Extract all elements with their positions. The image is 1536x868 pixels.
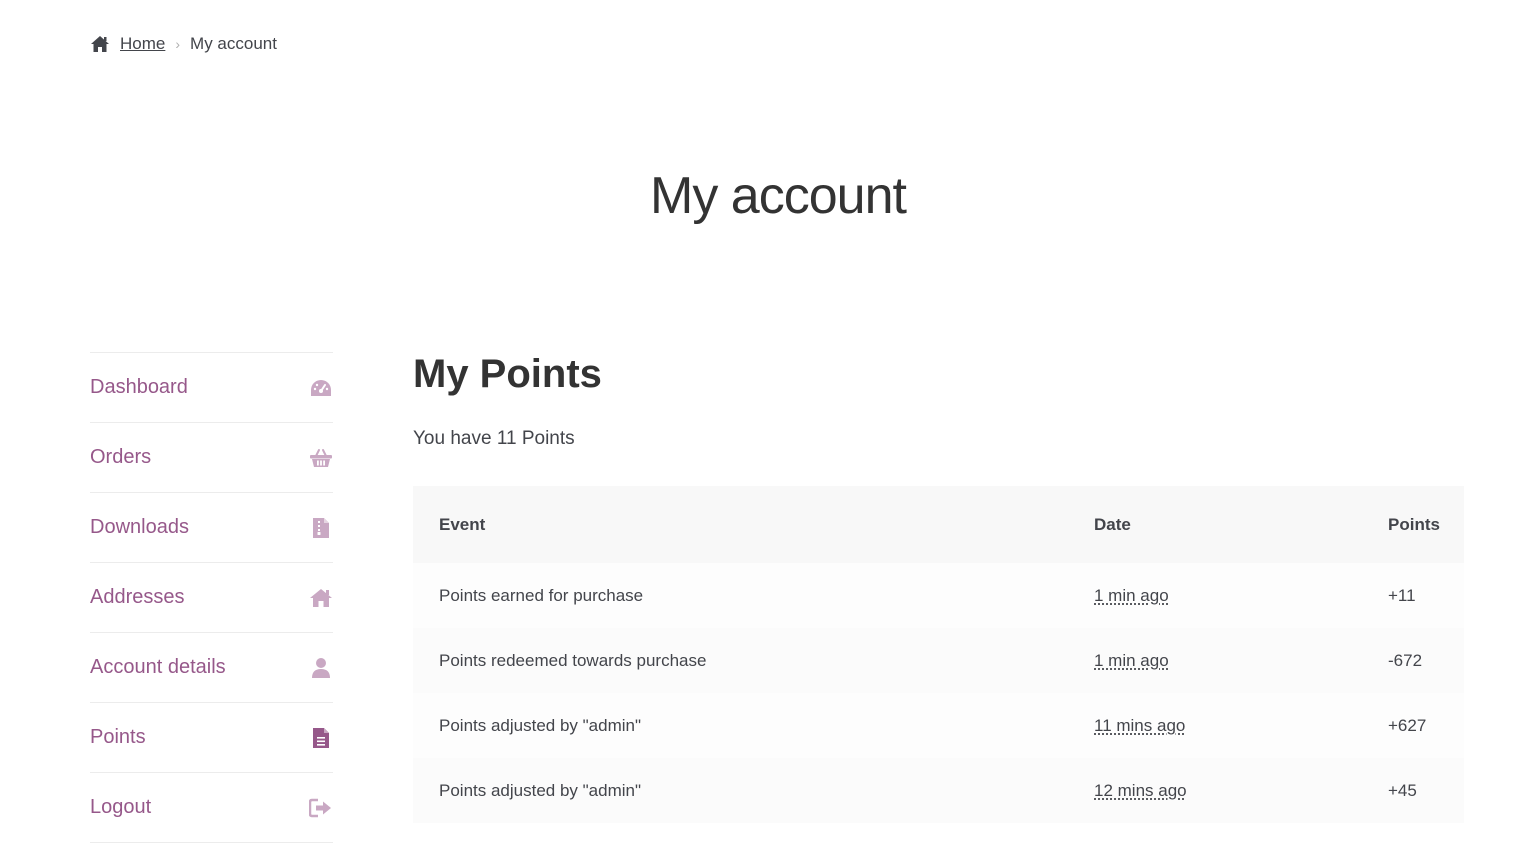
event-cell: Points adjusted by "admin" bbox=[413, 758, 1094, 823]
breadcrumb-current: My account bbox=[190, 34, 277, 53]
date-value[interactable]: 11 mins ago bbox=[1094, 715, 1186, 735]
event-cell: Points adjusted by "admin" bbox=[413, 693, 1094, 758]
column-header-date: Date bbox=[1094, 486, 1388, 563]
home-icon bbox=[90, 35, 110, 53]
date-value[interactable]: 1 min ago bbox=[1094, 650, 1169, 670]
nav-item-addresses[interactable] bbox=[90, 563, 333, 633]
points-cell: +627 bbox=[1388, 693, 1464, 758]
table-row bbox=[413, 758, 1464, 823]
date-value[interactable]: 12 mins ago bbox=[1094, 780, 1187, 800]
points-cell: +45 bbox=[1388, 758, 1464, 823]
date-cell bbox=[1094, 563, 1388, 628]
event-cell: Points redeemed towards purchase bbox=[413, 628, 1094, 693]
nav-item-label[interactable]: Downloads bbox=[90, 516, 189, 538]
user-icon bbox=[309, 657, 333, 679]
account-navigation bbox=[90, 352, 333, 843]
date-cell bbox=[1094, 758, 1388, 823]
date-cell bbox=[1094, 628, 1388, 693]
nav-item-label[interactable]: Logout bbox=[90, 796, 152, 818]
nav-item-label[interactable]: Points bbox=[90, 726, 146, 748]
points-cell: -672 bbox=[1388, 628, 1464, 693]
file-download-icon bbox=[309, 517, 333, 539]
points-cell: +11 bbox=[1388, 563, 1464, 628]
dashboard-icon bbox=[309, 377, 333, 399]
nav-item-label[interactable]: Orders bbox=[90, 446, 152, 468]
page-title: My account bbox=[650, 167, 906, 225]
nav-item-downloads[interactable] bbox=[90, 493, 333, 563]
date-cell bbox=[1094, 693, 1388, 758]
nav-item-orders[interactable] bbox=[90, 423, 333, 493]
nav-item-label[interactable]: Account details bbox=[90, 656, 226, 678]
points-history-table bbox=[413, 486, 1464, 823]
nav-item-dashboard[interactable] bbox=[90, 353, 333, 423]
event-cell: Points earned for purchase bbox=[413, 563, 1094, 628]
nav-item-label[interactable]: Dashboard bbox=[90, 376, 188, 398]
column-header-event: Event bbox=[413, 486, 1094, 563]
table-header-row bbox=[413, 486, 1464, 563]
home-icon bbox=[309, 587, 333, 609]
table-row bbox=[413, 693, 1464, 758]
logout-icon bbox=[309, 797, 333, 819]
nav-item-account-details[interactable] bbox=[90, 633, 333, 703]
nav-item-points[interactable] bbox=[90, 703, 333, 773]
nav-item-label[interactable]: Addresses bbox=[90, 586, 185, 608]
table-row bbox=[413, 563, 1464, 628]
section-title: My Points bbox=[413, 352, 602, 396]
basket-icon bbox=[309, 447, 333, 469]
breadcrumb bbox=[90, 32, 277, 56]
table-row bbox=[413, 628, 1464, 693]
document-icon bbox=[309, 727, 333, 749]
date-value[interactable]: 1 min ago bbox=[1094, 585, 1169, 605]
breadcrumb-home-link[interactable]: Home bbox=[120, 34, 166, 53]
column-header-points: Points bbox=[1388, 486, 1464, 563]
points-summary: You have 11 Points bbox=[413, 428, 575, 449]
nav-item-logout[interactable] bbox=[90, 773, 333, 843]
breadcrumb-separator: › bbox=[175, 36, 181, 52]
